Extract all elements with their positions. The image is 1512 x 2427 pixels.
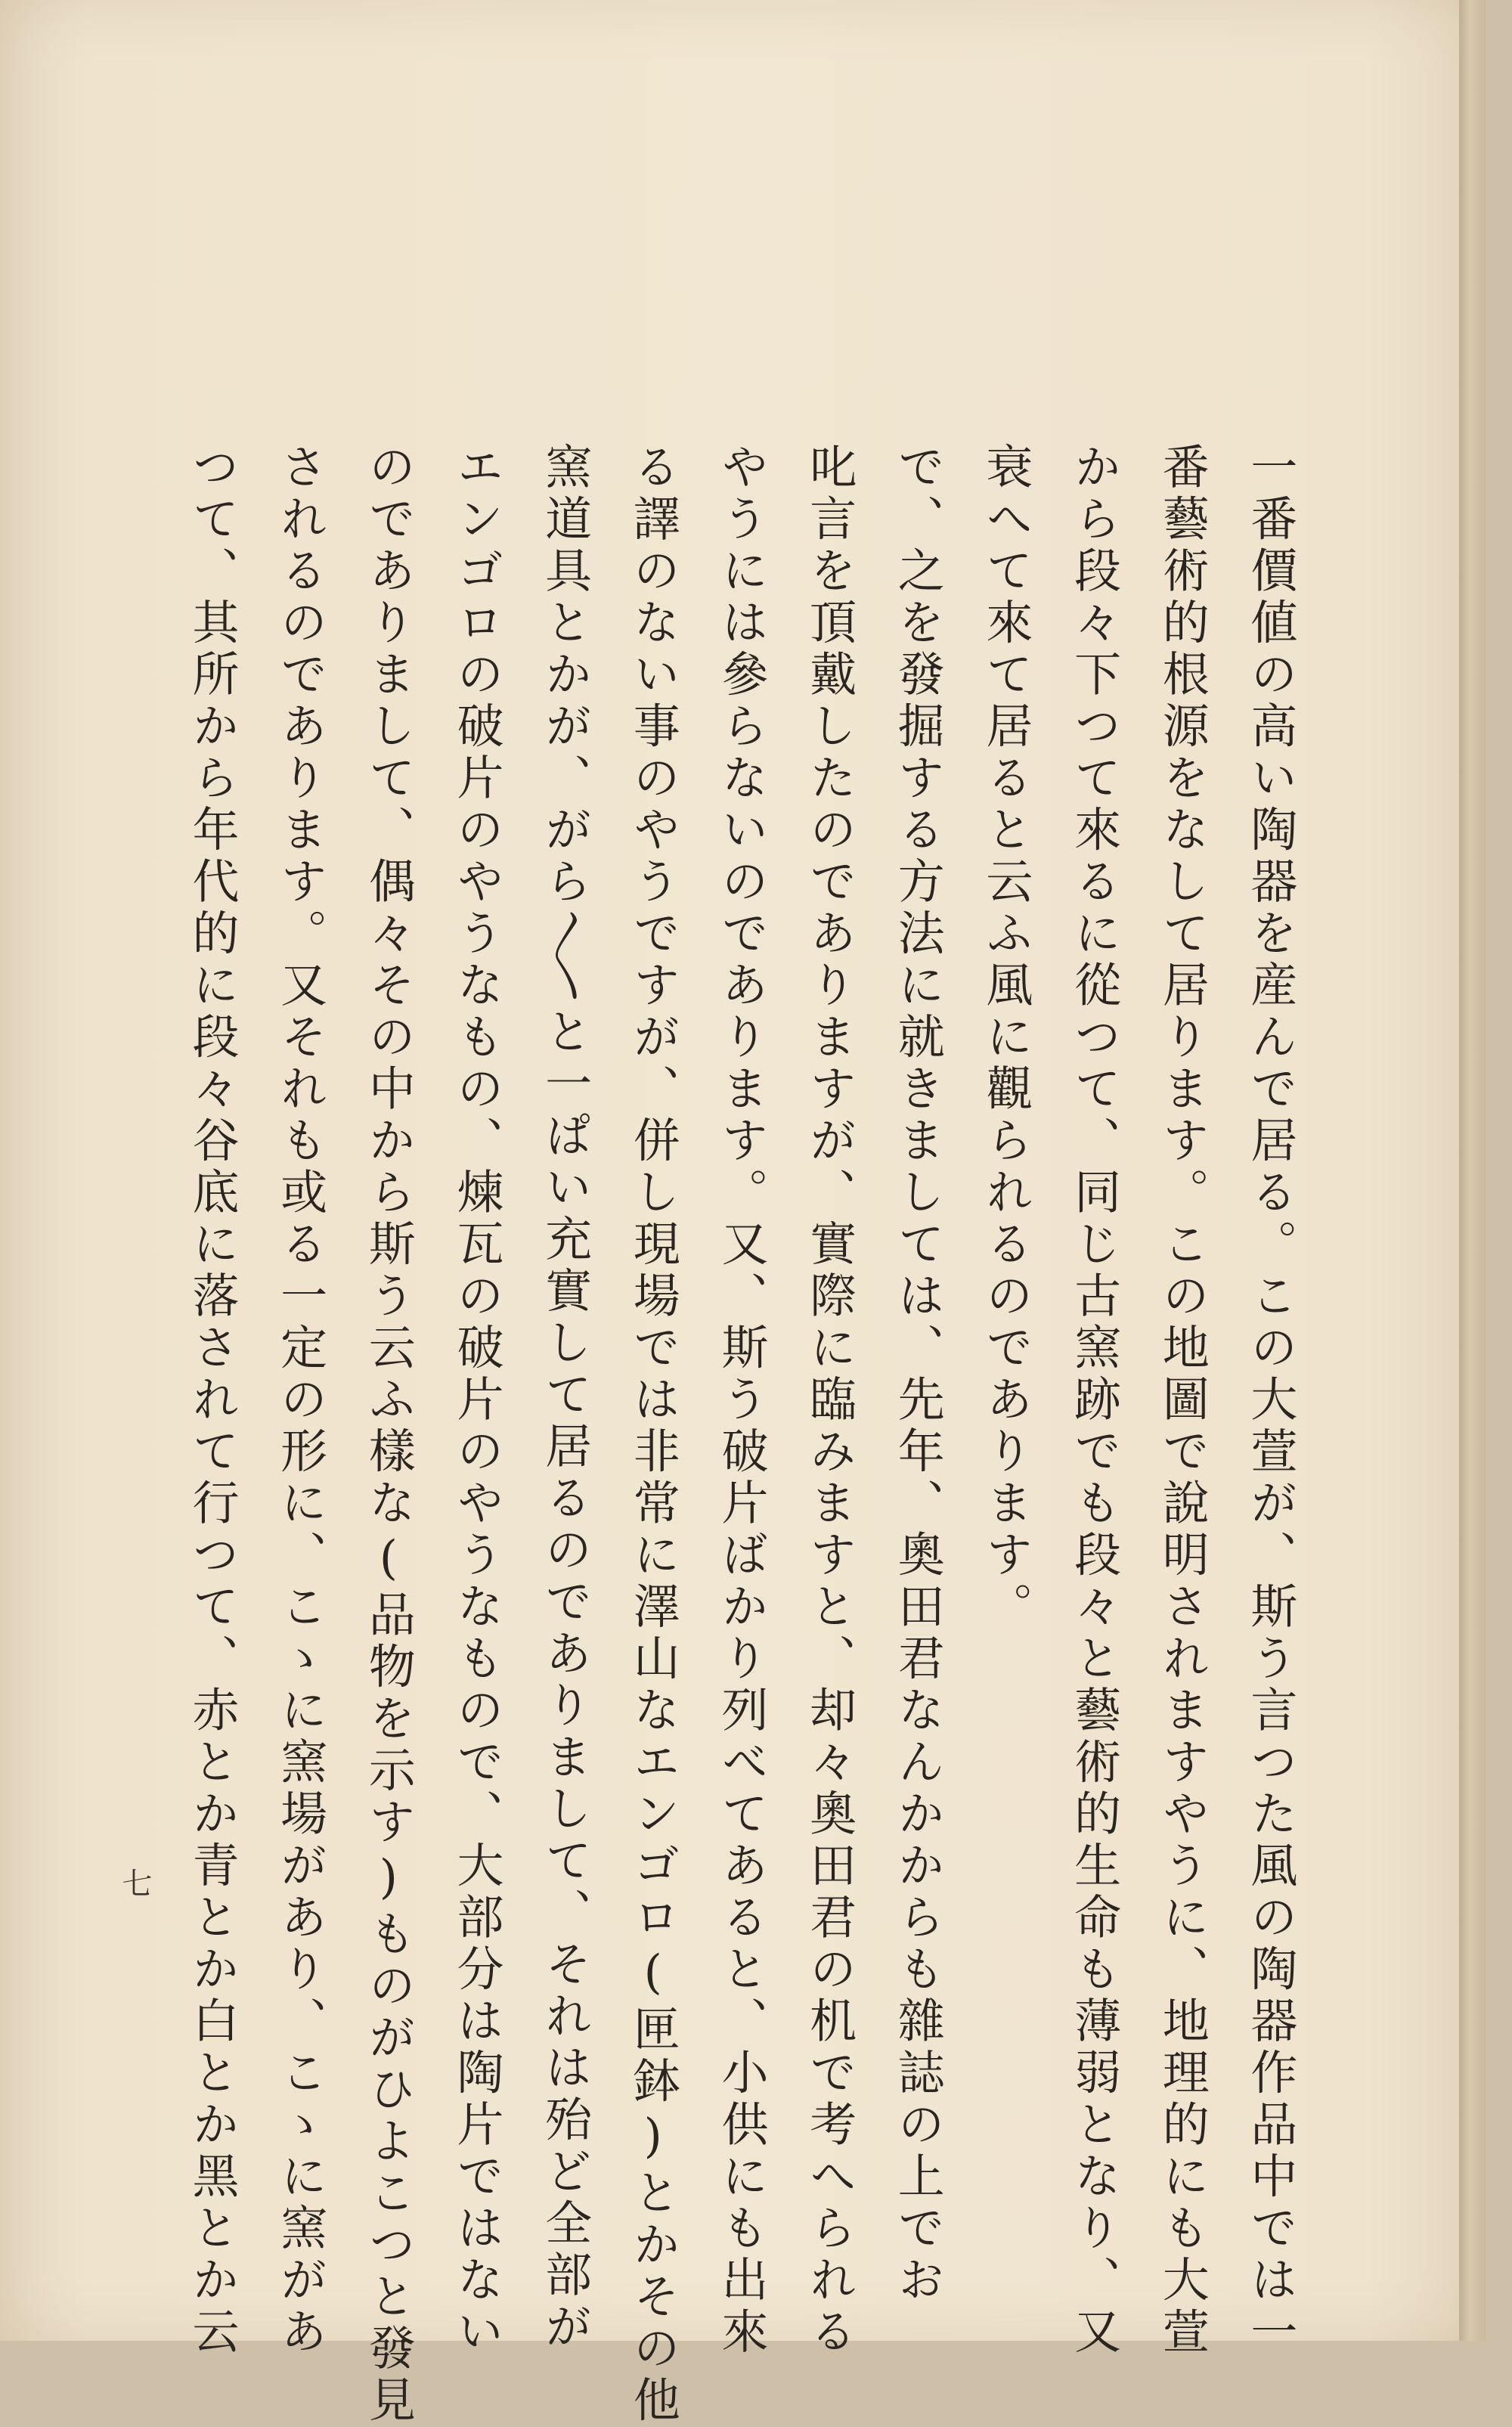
text-column: る譯のない事のやうですが、併し現場では非常に澤山なエンゴロ(匣鉢)とかその他 bbox=[625, 442, 681, 2427]
text-column: で、之を發掘する方法に就きましては、先年、奧田君なんかからも雜誌の上でお bbox=[890, 442, 946, 2307]
page-number: 七 bbox=[117, 1868, 152, 1898]
text-column: 叱言を頂戴したのでありますが、實際に臨みますと、却々奧田君の机で考へられる bbox=[801, 442, 857, 2359]
page-edge bbox=[1459, 0, 1486, 2341]
vertical-text-block bbox=[181, 442, 1300, 2427]
text-column: やうには參らないのであります。又、斯う破片ばかり列べてあると、小供にも出來 bbox=[713, 442, 769, 2359]
text-column: エンゴロの破片のやうなもの、煉瓦の破片のやうなもので、大部分は陶片ではない bbox=[448, 442, 504, 2359]
text-column: 窯道具とかが、がら〳〵と一ぱい充實して居るのでありまして、それは殆ど全部が bbox=[537, 442, 593, 2354]
text-column: 番藝術的根源をなして居ります。この地圖で說明されますやうに、地理的にも大萱 bbox=[1154, 442, 1210, 2359]
text-column: つて、其所から年代的に段々谷底に落されて行つて、赤とか青とか白とか黑とか云 bbox=[184, 442, 240, 2359]
text-column: 衰へて來て居ると云ふ風に觀られるのであります。 bbox=[978, 442, 1033, 1634]
text-column: されるのであります。又それも或る一定の形に、こゝに窯場があり、こゝに窯があ bbox=[272, 442, 328, 2359]
text-column: から段々下つて來るに從つて、同じ古窯跡でも段々と藝術的生命も薄弱となり、又 bbox=[1066, 442, 1122, 2359]
text-column: のでありまして、偶々その中から斯う云ふ樣な(品物を示す)ものがひよこつと發見 bbox=[361, 442, 417, 2427]
text-column: 一番價値の高い陶器を産んで居る。この大萱が、斯う言つた風の陶器作品中では一 bbox=[1242, 442, 1298, 2359]
